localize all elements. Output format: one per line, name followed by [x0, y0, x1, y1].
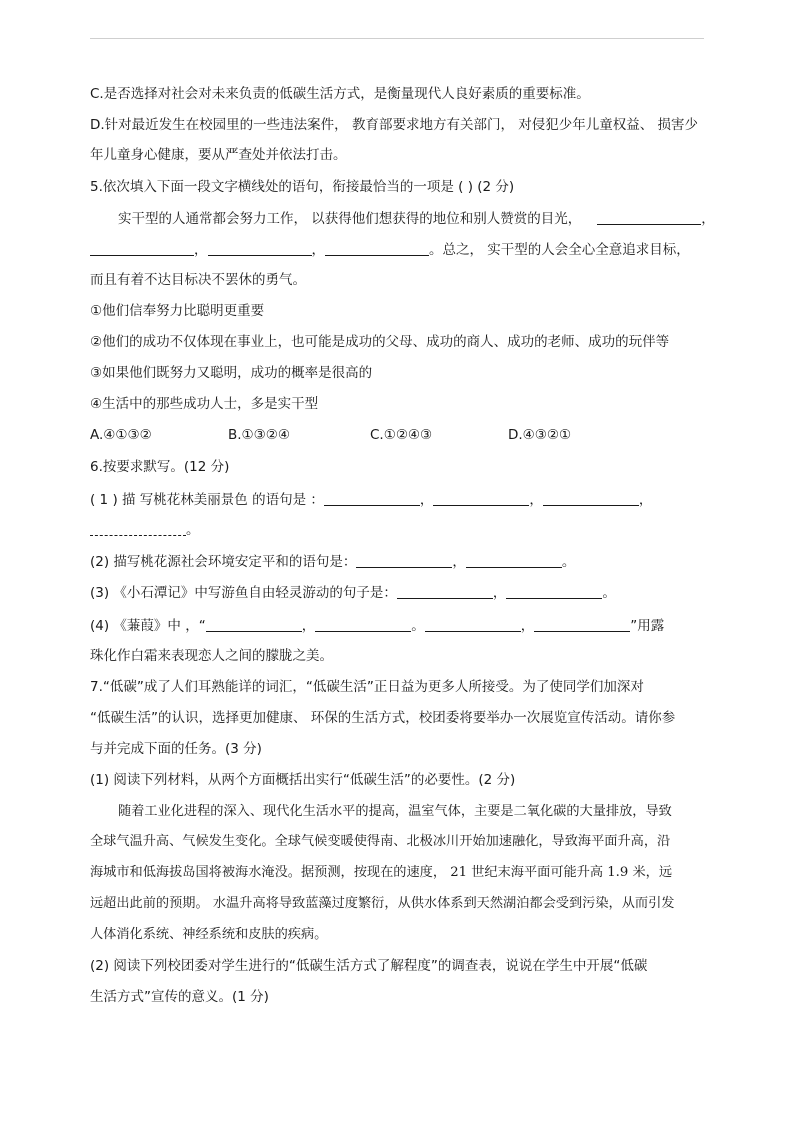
q6-sub1-blank-4[interactable] [90, 521, 186, 536]
q5-option-d[interactable]: D.④③②① [508, 427, 572, 443]
q6-sub1-line2: 。 [90, 520, 200, 540]
q6-sub2-prompt: (2) 描写桃花源社会环境安定平和的语句是： [90, 554, 357, 570]
q5-option-c[interactable]: C.①②④③ [370, 427, 433, 443]
q4-option-d-line2: 年儿童身心健康，要从严查处并依法打击。 [90, 147, 347, 163]
q5-item-3: ③如果他们既努力又聪明，成功的概率是很高的 [90, 365, 373, 381]
q5-option-b[interactable]: B.①③②④ [228, 427, 290, 443]
q4-option-d-line1: D.针对最近发生在校园里的一些违法案件， 教育部要求地方有关部门， 对侵犯少年儿童权益、 损害少 [90, 117, 699, 133]
q7-sub2-line2: 生活方式”宣传的意义。(1 分) [90, 989, 269, 1005]
q5-paragraph-text: 实干型的人通常都会努力工作， 以获得他们想获得的地位和别人赞赏的目光， [118, 211, 582, 227]
q5-item-2: ②他们的成功不仅体现在事业上，也可能是成功的父母、成功的商人、成功的老师、成功的玩伴等 [90, 334, 670, 350]
q7-stem-line1: 7.“低碳”成了人们耳熟能详的词汇，“低碳生活”正日益为更多人所接受。为了使同学们加深对 [90, 679, 644, 695]
q6-sub1-line1: ( 1 ) 描 写桃花林美丽景色 的语句是 ： ， ， ， [90, 492, 653, 508]
q5-paragraph-tail: 。总之， 实干型的人会全心全意追求目标， [429, 242, 690, 258]
q6-sub4-line2: 珠化作白霜来表现恋人之间的朦胧之美。 [90, 648, 333, 664]
q7-material-line2: 全球气温升高、气候发生变化。全球气候变暖使得南、北极冰川开始加速融化，导致海平面升高，沿 [90, 834, 671, 849]
q7-sub2-line1: (2) 阅读下列校团委对学生进行的“低碳生活方式了解程度”的调查表，说说在学生中开展“低碳 [90, 958, 648, 974]
q5-options [90, 425, 571, 445]
q6-sub1-blank-1[interactable] [324, 491, 420, 506]
q5-stem: 5.依次填入下面一段文字横线处的语句，衔接最恰当的一项是 ( ) (2 分) [90, 179, 515, 195]
q4-option-c: C.是否选择对社会对未来负责的低碳生活方式，是衡量现代人良好素质的重要标准。 [90, 86, 590, 102]
q6-sub4-blank-2[interactable] [315, 617, 411, 632]
q6-sub2: (2) 描写桃花源社会环境安定平和的语句是： ， 。 [90, 554, 576, 570]
q6-sub4-blank-3[interactable] [425, 617, 521, 632]
header-rule [90, 38, 704, 39]
q6-sub3-blank-2[interactable] [506, 584, 602, 599]
q6-stem: 6.按要求默写。(12 分) [90, 459, 230, 475]
q7-material-line5: 人体消化系统、神经系统和皮肤的疾病。 [90, 927, 328, 942]
q6-sub1-blank-2[interactable] [433, 491, 529, 506]
q7-stem-line2: “低碳生活”的认识，选择更加健康、 环保的生活方式，校团委将要举办一次展览宣传活动。请你参 [90, 710, 676, 726]
q7-material-line3: 海城市和低海拔岛国将被海水淹没。据预测，按现在的速度， 21 世纪末海平面可能升高 1.9 米，远 [90, 865, 673, 880]
q7-stem-line3: 与并完成下面的任务。(3 分) [90, 741, 262, 757]
q6-sub4-prompt: (4) 《蒹葭》中 ，“ [90, 618, 206, 634]
q7-material-line1: 随着工业化进程的深入、现代化生活水平的提高，温室气体，主要是二氧化碳的大量排放，导致 [118, 804, 672, 819]
q6-sub3-prompt: (3) 《小石潭记》中写游鱼自由轻灵游动的句子是： [90, 585, 397, 601]
q6-sub4-blank-4[interactable] [534, 617, 630, 632]
q5-blank-4[interactable] [325, 241, 429, 256]
q6-sub2-blank-1[interactable] [356, 553, 452, 568]
q5-blank-1[interactable] [597, 210, 701, 225]
q6-sub2-blank-2[interactable] [466, 553, 562, 568]
q7-material-line4: 远超出此前的预期。 水温升高将导致蓝藻过度繁衍，从供水体系到天然湖泊都会受到污染，从而引发 [90, 896, 675, 911]
q6-sub3: (3) 《小石潭记》中写游鱼自由轻灵游动的句子是： ， 。 [90, 585, 616, 601]
q5-paragraph-line2: ， ， 。总之， 实干型的人会全心全意追求目标， [90, 240, 690, 260]
q5-item-1: ①他们信奉努力比聪明更重要 [90, 303, 265, 319]
q5-item-4: ④生活中的那些成功人士，多是实干型 [90, 396, 319, 412]
q5-paragraph-line3: 而且有着不达目标决不罢休的勇气。 [90, 272, 306, 288]
q6-sub1-prompt: ( 1 ) 描 写桃花林美丽景色 的语句是 ： [90, 492, 324, 508]
q5-option-a[interactable]: A.④①③② [90, 427, 152, 443]
q6-sub4-blank-1[interactable] [206, 617, 302, 632]
q5-blank-2[interactable] [90, 241, 194, 256]
q6-sub3-blank-1[interactable] [397, 584, 493, 599]
q5-paragraph-line1: 实干型的人通常都会努力工作， 以获得他们想获得的地位和别人赞赏的目光， ， [118, 211, 715, 227]
q6-sub1-blank-3[interactable] [543, 491, 639, 506]
q5-blank-3[interactable] [208, 241, 312, 256]
q6-sub4-line1: (4) 《蒹葭》中 ，“ ， 。 ， ”用露 [90, 618, 665, 634]
q7-sub1: (1) 阅读下列材料，从两个方面概括出实行“低碳生活”的必要性。(2 分) [90, 772, 516, 788]
